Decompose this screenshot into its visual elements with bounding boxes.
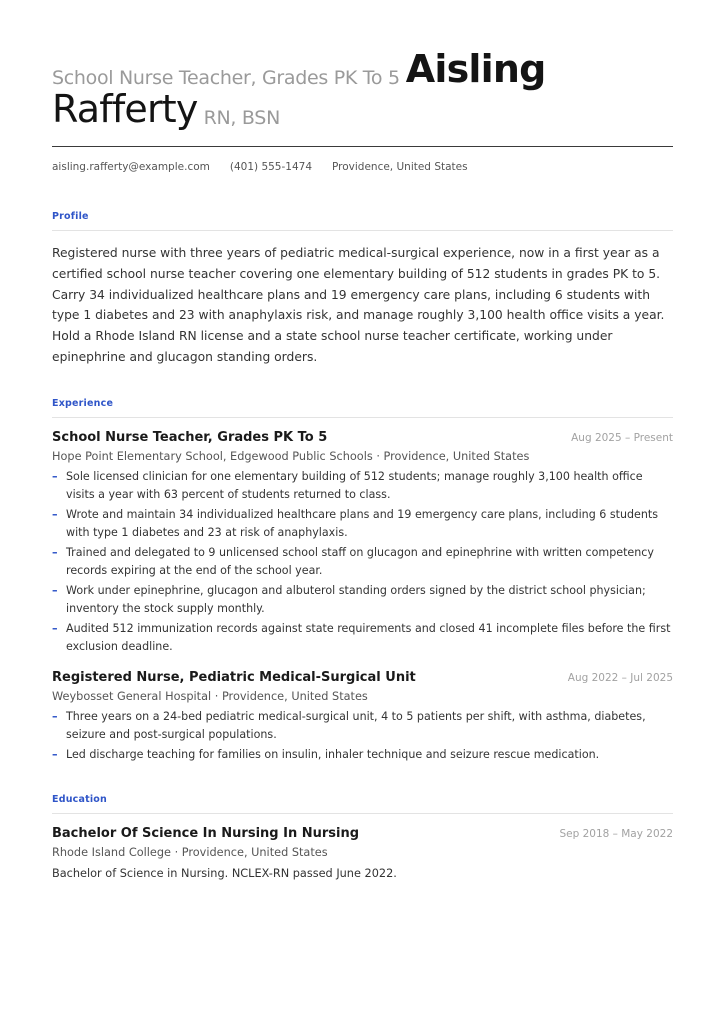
bullet-item (52, 544, 673, 580)
location: Providence, United States (332, 161, 468, 173)
job-dates: Aug 2022 – Jul 2025 (567, 671, 673, 684)
bullet-text: Trained and delegated to 9 unlicensed school staff on glucagon and epinephrine with written competency records expiring at the end of the school year. (66, 545, 654, 577)
experience-section (52, 398, 673, 764)
job-bullets (52, 708, 673, 764)
dash-icon: – (52, 621, 58, 635)
education-section (52, 794, 673, 880)
job-title: Registered Nurse, Pediatric Medical-Surgical Unit (52, 669, 416, 685)
section-divider (52, 230, 673, 231)
education-details: Bachelor of Science in Nursing. NCLEX-RN passed June 2022. (52, 866, 397, 880)
job-organization: Hope Point Elementary School, Edgewood Public Schools · Providence, United States (52, 449, 530, 463)
bullet-item (52, 746, 673, 764)
credentials: RN, BSN (203, 107, 280, 129)
education-entry (52, 826, 673, 880)
dash-icon: – (52, 747, 58, 761)
first-name: Aisling (405, 47, 546, 91)
contact-line (52, 161, 673, 173)
school-name: Rhode Island College · Providence, United States (52, 845, 328, 859)
email-link[interactable]: aisling.rafferty@example.com (52, 161, 210, 173)
bullet-text: Led discharge teaching for families on insulin, inhaler technique and seizure rescue medication. (66, 747, 600, 761)
job-bullets (52, 468, 673, 656)
job-organization: Weybosset General Hospital · Providence, United States (52, 689, 368, 703)
section-divider (52, 417, 673, 418)
resume-content (52, 46, 673, 880)
bullet-text: Three years on a 24-bed pediatric medical-surgical unit, 4 to 5 patients per shift, with asthma, diabetes, seizure and post-surgical populations. (66, 709, 646, 741)
dash-icon: – (52, 709, 58, 723)
phone-number: (401) 555-1474 (229, 161, 312, 173)
role-title: School Nurse Teacher, Grades PK To 5 (52, 67, 400, 89)
bullet-item (52, 468, 673, 504)
bullet-item (52, 620, 673, 656)
bullet-text: Work under epinephrine, glucagon and albuterol standing orders signed by the district school physician; inventory the stock supply monthly. (66, 583, 646, 615)
header-divider (52, 146, 673, 147)
dash-icon: – (52, 507, 58, 521)
dash-icon: – (52, 469, 58, 483)
section-title-experience: Experience (52, 397, 114, 409)
resume-header (52, 46, 673, 131)
bullet-text: Wrote and maintain 34 individualized healthcare plans and 19 emergency care plans, including 6 students with type 1 diabetes and 23 at risk of anaphylaxis. (66, 507, 659, 539)
dash-icon: – (52, 545, 58, 559)
bullet-text: Audited 512 immunization records against state requirements and closed 41 incomplete files before the first exclusion deadline. (66, 621, 671, 653)
bullet-item (52, 506, 673, 542)
job-entry (52, 430, 673, 656)
job-title: School Nurse Teacher, Grades PK To 5 (52, 429, 328, 445)
section-title-education: Education (52, 793, 107, 805)
section-divider (52, 813, 673, 814)
dash-icon: – (52, 583, 58, 597)
job-entry (52, 670, 673, 764)
bullet-item (52, 582, 673, 618)
profile-summary: Registered nurse with three years of pediatric medical-surgical experience, now in a first year as a certified school nurse teacher covering one elementary building of 512 students in grades PK to 5. Carry 34 individualized healthcare plans and 19 emergency care plans, including 6 students with type 1 diabetes and 23 with anaphylaxis risk, and manage roughly 3,100 health office visits a year. Hold a Rhode Island RN license and a state school nurse teacher certificate, working under epinephrine and glucagon standing orders. (52, 246, 665, 364)
bullet-text: Sole licensed clinician for one elementary building of 512 students; manage roughly 3,100 health office visits a year with 63 percent of students returned to class. (66, 469, 643, 501)
job-dates: Aug 2025 – Present (571, 431, 673, 444)
section-title-profile: Profile (52, 211, 89, 222)
degree-title: Bachelor Of Science In Nursing In Nursing (52, 825, 360, 841)
education-dates: Sep 2018 – May 2022 (559, 827, 673, 840)
profile-section (52, 211, 673, 368)
bullet-item (52, 708, 673, 744)
last-name: Rafferty (52, 87, 198, 131)
